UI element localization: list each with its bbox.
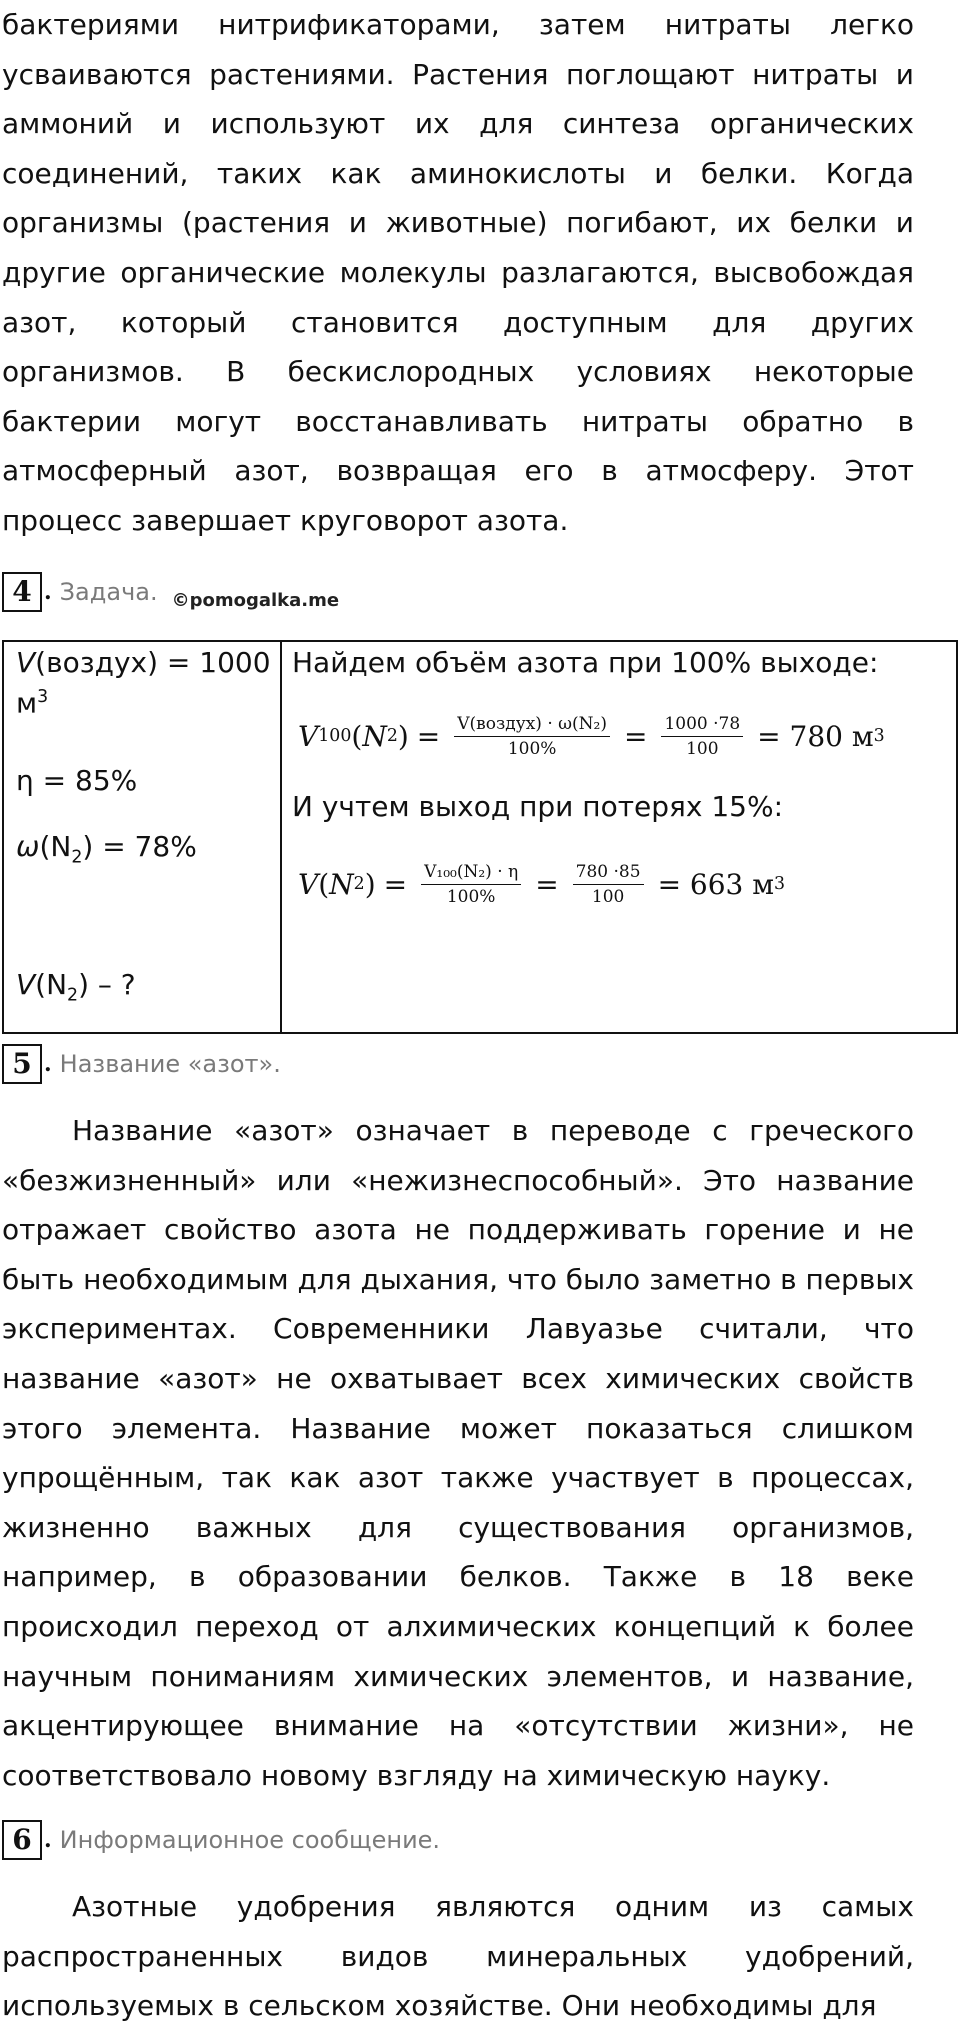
task-title: Задача. — [59, 578, 158, 606]
paragraph-azot-name: Название «азот» означает в переводе с греческого «безжизненный» или «нежизнеспособный». Это название отражает свойство азота не поддерживать горение и не быть необходимым для дыхания, что было заметно в первых экспериментах. Современники Лавуазье считали, что название «азот» не охватывает всех химических свойств этого элемента. Название может показаться слишком упрощённым, так как азот также участвует в процессах, жизненно важных для существования организмов, например, в образовании белков. Также в 18 веке происходил переход от алхимических концепций к более научным пониманиям химических элементов, и название, акцентирующее внимание на «отсутствии жизни», не соответствовало новому взгляду на химическую науку. — [2, 1114, 914, 1792]
task-number-badge: 5 — [2, 1044, 42, 1084]
step-2-text: И учтем выход при потерях 15%: — [292, 790, 783, 823]
watermark: ©pomogalka.me — [171, 589, 340, 611]
find-volume-nitrogen: $V(N_2)$ – ? — [16, 968, 136, 1006]
task-4-solution-table — [2, 640, 958, 1034]
given-mass-fraction: $\omega(N_2) = 78\%$ — [16, 830, 197, 868]
given-column — [3, 641, 281, 1033]
formula-volume-100: V 100 ( N 2 ) = $\frac{\text{V(воздух) · ω(N₂)}}{100\%}$ = $\frac{1000 \cdot 78}{100}$ = 780 м 3 — [298, 713, 885, 759]
task-number-badge: 6 — [2, 1820, 42, 1860]
task-5-header: 5 . Название «азот». — [2, 1044, 281, 1084]
task-number-badge: 4 — [2, 572, 42, 612]
paragraph-nitrogen-cycle: бактериями нитрификаторами, затем нитраты легко усваиваются растениями. Растения поглощают нитраты и аммоний и используют их для синтеза органических соединений, таких как аминокислоты и белки. Когда организмы (растения и животные) погибают, их белки и другие органические молекулы разлагаются, высвобождая азот, который становится доступным для других организмов. В бескислородных условиях некоторые бактерии могут восстанавливать нитраты обратно в атмосферный азот, возвращая его в атмосферу. Этот процесс завершает круговорот азота. — [2, 8, 914, 537]
paragraph-fertilizers: Азотные удобрения являются одним из самых распространенных видов минеральных удобрений, используемых в сельском хозяйстве. Они необходимы для — [2, 1890, 914, 2023]
given-volume-air: V(воздух) = 1000 $м^3$ — [16, 646, 271, 720]
given-yield: η = 85% — [16, 764, 138, 797]
solution-column — [281, 641, 957, 1033]
task-6-header: 6 . Информационное сообщение. — [2, 1820, 440, 1860]
task-title: Название «азот». — [59, 1050, 281, 1078]
formula-volume-final: V ( N 2 ) = $\frac{\text{V₁₀₀(N₂) · η}}{100\%}$ = $\frac{780 \cdot 85}{100}$ = 663 м 3 — [298, 861, 786, 907]
task-title: Информационное сообщение. — [59, 1826, 441, 1854]
step-1-text: Найдем объём азота при 100% выходе: — [292, 646, 879, 679]
task-4-header: 4 . Задача. ©pomogalka.me — [2, 572, 339, 612]
